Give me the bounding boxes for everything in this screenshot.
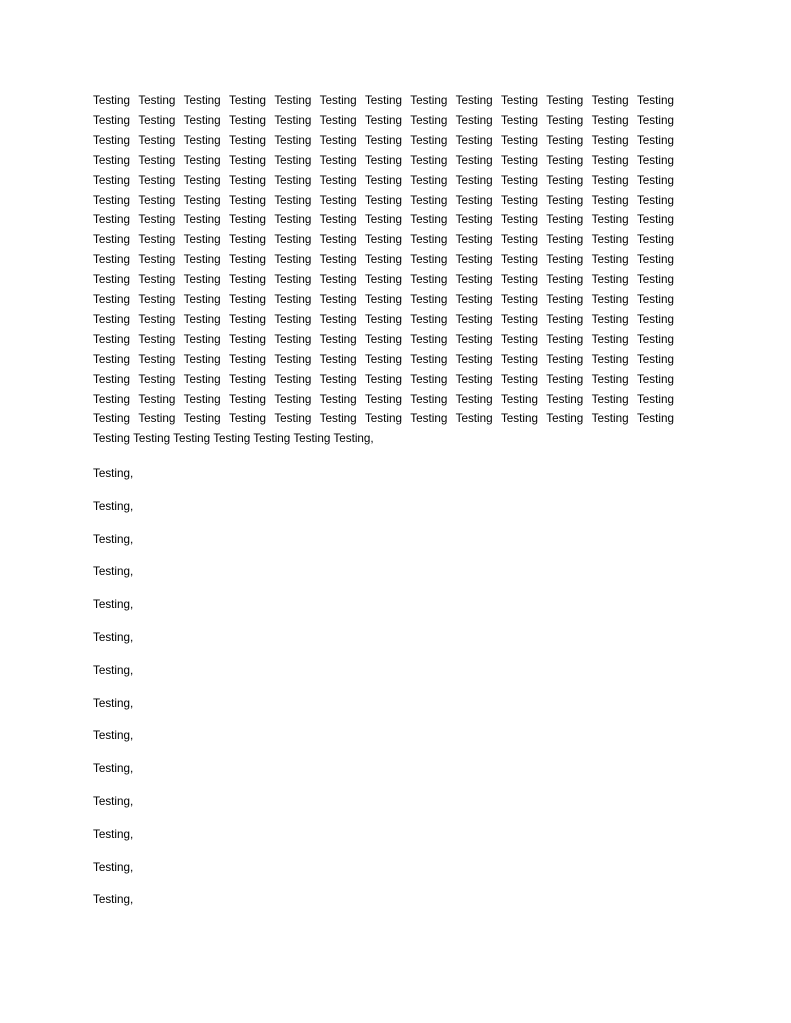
word: Testing (364, 153, 402, 167)
word: Testing (410, 312, 448, 326)
word: Testing (138, 113, 176, 127)
word: Testing (591, 332, 629, 346)
word: Testing (183, 312, 221, 326)
word: Testing (274, 352, 312, 366)
word: Testing (183, 233, 221, 247)
word: Testing (500, 153, 538, 167)
word: Testing (591, 253, 629, 267)
word: Testing (274, 332, 312, 346)
text-line (93, 131, 674, 151)
word: Testing (636, 213, 674, 227)
text-line (93, 330, 674, 350)
word: Testing (319, 372, 357, 386)
word: Testing (455, 153, 493, 167)
word: Testing (364, 233, 402, 247)
word: Testing (364, 412, 402, 426)
word: Testing (183, 153, 221, 167)
word: Testing (500, 392, 538, 406)
word: Testing (228, 113, 267, 127)
text-block-last-line: Testing Testing Testing Testing Testing Testing Testing, (93, 432, 374, 446)
word: Testing (138, 293, 176, 306)
word: Testing (636, 332, 674, 346)
paragraph: Testing, (93, 696, 134, 710)
word: Testing (636, 253, 674, 267)
word: Testing (183, 332, 221, 346)
word: Testing (636, 392, 674, 406)
word: Testing (364, 392, 402, 406)
word: Testing (274, 412, 312, 426)
word: Testing (455, 94, 493, 107)
word: Testing (228, 253, 267, 267)
word: Testing (500, 193, 538, 207)
word: Testing (183, 213, 221, 227)
word: Testing (364, 133, 402, 147)
word: Testing (93, 253, 131, 267)
word: Testing (546, 253, 584, 267)
word: Testing (319, 412, 357, 426)
word: Testing (93, 94, 131, 107)
word: Testing (183, 392, 221, 406)
word: Testing (319, 113, 357, 127)
word: Testing (500, 312, 538, 326)
word: Testing (93, 332, 131, 346)
word: Testing (138, 153, 176, 167)
word: Testing (455, 392, 493, 406)
word: Testing (364, 253, 402, 267)
word: Testing (636, 113, 674, 127)
word: Testing (546, 392, 584, 406)
word: Testing (546, 233, 584, 247)
text-line (93, 370, 674, 390)
word: Testing (228, 173, 267, 187)
word: Testing (183, 273, 221, 287)
word: Testing (546, 372, 584, 386)
text-line (93, 350, 674, 370)
word: Testing (274, 372, 312, 386)
paragraph: Testing, (93, 499, 134, 513)
text-line (93, 91, 674, 111)
word: Testing (319, 253, 357, 267)
word: Testing (455, 193, 493, 207)
text-line (93, 111, 674, 131)
word: Testing (455, 412, 493, 426)
word: Testing (183, 412, 221, 426)
word: Testing (138, 133, 176, 147)
word: Testing (138, 392, 176, 406)
text-line (93, 230, 674, 250)
word: Testing (319, 312, 357, 326)
word: Testing (93, 352, 131, 366)
paragraph: Testing, (93, 762, 134, 776)
word: Testing (183, 113, 221, 127)
word: Testing (364, 372, 402, 386)
word: Testing (274, 213, 312, 227)
word: Testing (228, 233, 267, 247)
word: Testing (364, 193, 402, 207)
word: Testing (138, 233, 176, 247)
word: Testing (228, 273, 267, 287)
word: Testing (183, 193, 221, 207)
word: Testing (410, 173, 448, 187)
word: Testing (455, 332, 493, 346)
word: Testing (546, 293, 584, 306)
word: Testing (591, 273, 629, 287)
word: Testing (410, 372, 448, 386)
word: Testing (591, 392, 629, 406)
word: Testing (274, 133, 312, 147)
word: Testing (274, 153, 312, 167)
text-line (93, 151, 674, 171)
word: Testing (410, 293, 448, 306)
word: Testing (410, 392, 448, 406)
word: Testing (410, 233, 448, 247)
word: Testing (546, 94, 584, 107)
text-line (93, 171, 674, 191)
word: Testing (591, 133, 629, 147)
word: Testing (591, 352, 629, 366)
word: Testing (546, 352, 584, 366)
word: Testing (500, 372, 538, 386)
word: Testing (319, 133, 357, 147)
word: Testing (183, 352, 221, 366)
word: Testing (410, 352, 448, 366)
word: Testing (591, 233, 629, 247)
word: Testing (636, 153, 674, 167)
word: Testing (410, 332, 448, 346)
word: Testing (591, 372, 629, 386)
word: Testing (138, 213, 176, 227)
word: Testing (228, 352, 267, 366)
word: Testing (274, 233, 312, 247)
word: Testing (228, 412, 267, 426)
word: Testing (364, 312, 402, 326)
word: Testing (228, 332, 267, 346)
paragraph: Testing, (93, 827, 134, 841)
word: Testing (93, 312, 131, 326)
word: Testing (500, 412, 538, 426)
word: Testing (138, 372, 176, 386)
text-line (93, 250, 674, 270)
word: Testing (546, 273, 584, 287)
word: Testing (591, 193, 629, 207)
word: Testing (591, 312, 629, 326)
word: Testing (93, 392, 131, 406)
word: Testing (228, 312, 267, 326)
word: Testing (93, 133, 131, 147)
word: Testing (546, 113, 584, 127)
word: Testing (364, 213, 402, 227)
paragraph: Testing, (93, 663, 134, 677)
word: Testing (546, 412, 584, 426)
word: Testing (636, 173, 674, 187)
word: Testing (228, 94, 267, 107)
word: Testing (455, 173, 493, 187)
word: Testing (274, 253, 312, 267)
word: Testing (455, 352, 493, 366)
word: Testing (183, 173, 221, 187)
word: Testing (183, 253, 221, 267)
word: Testing (500, 213, 538, 227)
word: Testing (500, 273, 538, 287)
word: Testing (410, 253, 448, 267)
word: Testing (591, 113, 629, 127)
word: Testing (500, 233, 538, 247)
word: Testing (455, 273, 493, 287)
word: Testing (455, 293, 493, 306)
word: Testing (93, 273, 131, 287)
word: Testing (455, 312, 493, 326)
word: Testing (93, 173, 131, 187)
word: Testing (138, 332, 176, 346)
word: Testing (228, 193, 267, 207)
word: Testing (546, 173, 584, 187)
word: Testing (500, 253, 538, 267)
word: Testing (364, 332, 402, 346)
word: Testing (410, 94, 448, 107)
word: Testing (228, 213, 267, 227)
text-line (93, 210, 674, 230)
word: Testing (319, 293, 357, 306)
word: Testing (228, 133, 267, 147)
word: Testing (93, 213, 131, 227)
word: Testing (364, 352, 402, 366)
paragraph: Testing, (93, 729, 134, 743)
text-line (93, 310, 674, 330)
word: Testing (138, 352, 176, 366)
word: Testing (410, 113, 448, 127)
word: Testing (500, 173, 538, 187)
word: Testing (274, 113, 312, 127)
word: Testing (364, 173, 402, 187)
word: Testing (93, 193, 131, 207)
word: Testing (274, 312, 312, 326)
word: Testing (410, 213, 448, 227)
word: Testing (591, 213, 629, 227)
word: Testing (546, 312, 584, 326)
word: Testing (319, 153, 357, 167)
word: Testing (500, 133, 538, 147)
word: Testing (500, 332, 538, 346)
word: Testing (93, 233, 131, 247)
word: Testing (319, 273, 357, 287)
word: Testing (228, 293, 267, 306)
word: Testing (591, 293, 629, 306)
word: Testing (183, 94, 221, 107)
word: Testing (138, 253, 176, 267)
word: Testing (93, 372, 131, 386)
word: Testing (364, 293, 402, 306)
word: Testing (636, 233, 674, 247)
word: Testing (138, 312, 176, 326)
word: Testing (93, 412, 131, 426)
word: Testing (500, 352, 538, 366)
word: Testing (546, 133, 584, 147)
word: Testing (319, 94, 357, 107)
text-line (93, 191, 674, 211)
word: Testing (455, 372, 493, 386)
word: Testing (319, 173, 357, 187)
word: Testing (636, 412, 674, 426)
word: Testing (546, 332, 584, 346)
word: Testing (274, 392, 312, 406)
word: Testing (319, 193, 357, 207)
word: Testing (455, 133, 493, 147)
word: Testing (138, 94, 176, 107)
word: Testing (500, 293, 538, 306)
word: Testing (636, 133, 674, 147)
text-line (93, 390, 674, 410)
word: Testing (228, 392, 267, 406)
word: Testing (319, 332, 357, 346)
word: Testing (455, 113, 493, 127)
paragraph: Testing, (93, 532, 134, 546)
word: Testing (319, 352, 357, 366)
word: Testing (636, 293, 674, 306)
word: Testing (93, 293, 131, 306)
word: Testing (319, 392, 357, 406)
word: Testing (138, 273, 176, 287)
paragraph: Testing, (93, 860, 134, 874)
word: Testing (228, 153, 267, 167)
word: Testing (500, 94, 538, 107)
word: Testing (93, 113, 131, 127)
word: Testing (546, 193, 584, 207)
paragraph: Testing, (93, 893, 134, 907)
word: Testing (591, 94, 629, 107)
word: Testing (364, 273, 402, 287)
paragraph: Testing, (93, 795, 134, 808)
word: Testing (591, 153, 629, 167)
text-line (93, 290, 674, 310)
word: Testing (228, 372, 267, 386)
paragraph: Testing, (93, 565, 134, 579)
word: Testing (364, 94, 402, 107)
word: Testing (636, 372, 674, 386)
word: Testing (274, 273, 312, 287)
word: Testing (183, 133, 221, 147)
word: Testing (410, 412, 448, 426)
word: Testing (410, 193, 448, 207)
word: Testing (183, 372, 221, 386)
word: Testing (274, 193, 312, 207)
word: Testing (455, 253, 493, 267)
word: Testing (500, 113, 538, 127)
word: Testing (636, 273, 674, 287)
word: Testing (364, 113, 402, 127)
text-line (93, 270, 674, 290)
word: Testing (636, 94, 674, 107)
paragraph: Testing, (93, 598, 134, 612)
word: Testing (274, 173, 312, 187)
word: Testing (546, 153, 584, 167)
word: Testing (636, 312, 674, 326)
word: Testing (138, 193, 176, 207)
word: Testing (636, 193, 674, 207)
paragraph: Testing, (93, 631, 134, 644)
word: Testing (546, 213, 584, 227)
word: Testing (591, 173, 629, 187)
word: Testing (455, 233, 493, 247)
word: Testing (410, 273, 448, 287)
word: Testing (319, 233, 357, 247)
word: Testing (319, 213, 357, 227)
text-line (93, 409, 674, 429)
word: Testing (455, 213, 493, 227)
word: Testing (274, 94, 312, 107)
word: Testing (93, 153, 131, 167)
word: Testing (274, 293, 312, 306)
word: Testing (410, 133, 448, 147)
word: Testing (183, 293, 221, 306)
word: Testing (410, 153, 448, 167)
word: Testing (636, 352, 674, 366)
paragraph: Testing, (93, 467, 134, 480)
word: Testing (138, 173, 176, 187)
word: Testing (591, 412, 629, 426)
word: Testing (138, 412, 176, 426)
